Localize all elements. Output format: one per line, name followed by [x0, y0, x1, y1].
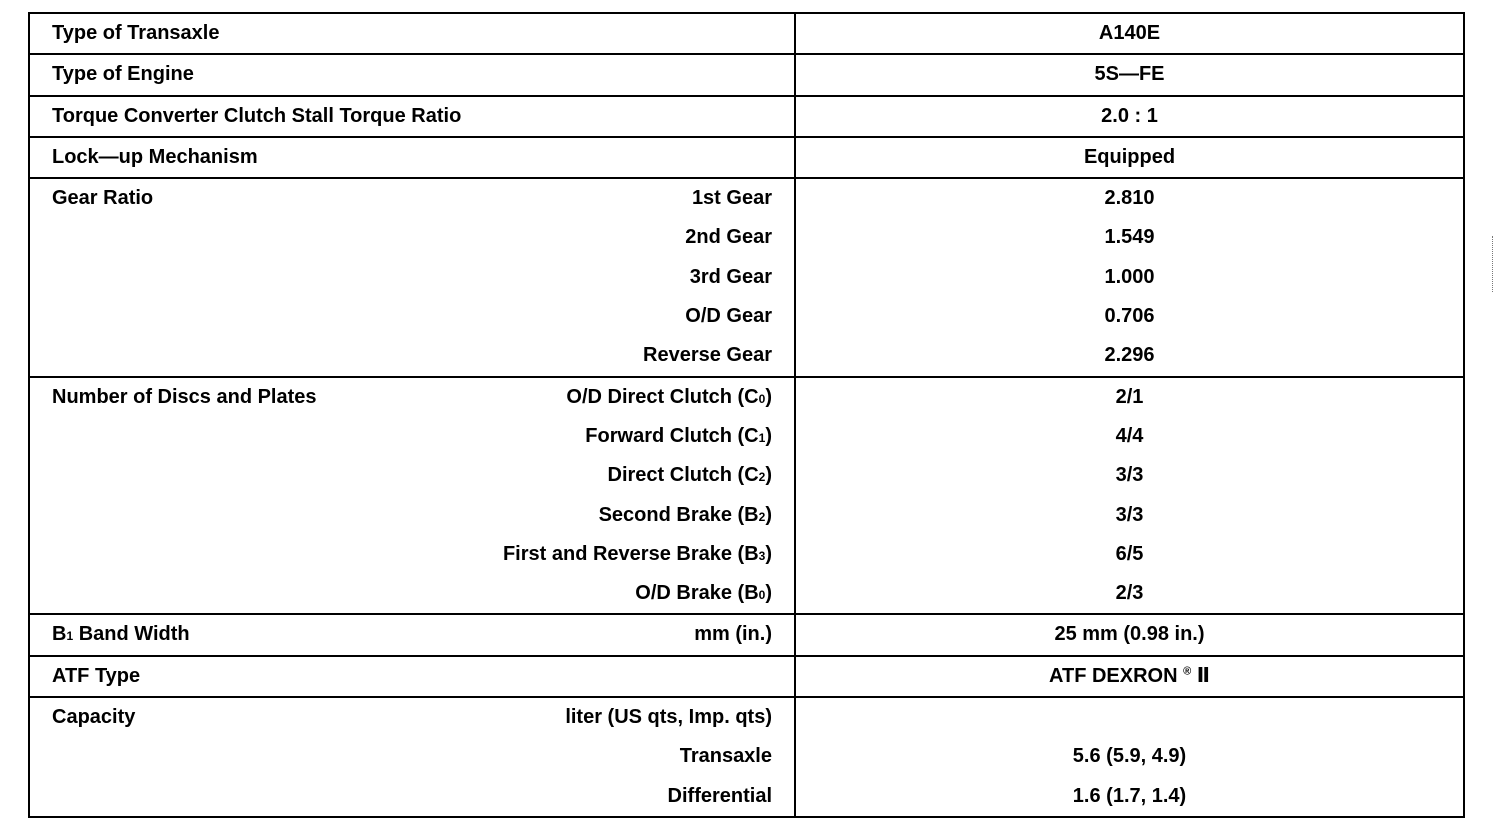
capacity-differential-label: Differential	[667, 784, 772, 807]
capacity-transaxle-value: 5.6 (5.9, 4.9)	[1072, 745, 1187, 768]
od-direct-clutch-label: O/D Direct Clutch (C0)	[566, 385, 772, 408]
engine-value: 5S—FE	[1094, 63, 1165, 86]
od-brake-label: O/D Brake (B0)	[635, 582, 772, 605]
band-width-label: B1 Band Width	[52, 623, 190, 646]
margin-mark	[1492, 236, 1494, 292]
lockup-label: Lock—up Mechanism	[52, 145, 258, 168]
capacity-blank	[796, 698, 1463, 737]
row-capacity	[30, 696, 1463, 816]
gear-3rd-value: 1.000	[1104, 265, 1155, 288]
gear-reverse-value: 2.296	[1104, 344, 1155, 367]
first-reverse-brake-label: First and Reverse Brake (B3)	[502, 542, 772, 565]
first-reverse-brake-value: 6/5	[1115, 542, 1144, 565]
forward-clutch-label: Forward Clutch (C1)	[585, 424, 772, 447]
gear-ratio-label: Gear Ratio	[52, 187, 154, 210]
transaxle-label: Type of Transaxle	[52, 22, 220, 44]
direct-clutch-value: 3/3	[1115, 464, 1144, 487]
second-brake-value: 3/3	[1115, 503, 1144, 526]
od-brake-value: 2/3	[1115, 582, 1144, 605]
registered-mark: ®	[1183, 665, 1192, 678]
spec-table	[28, 12, 1465, 818]
gear-od-value: 0.706	[1104, 305, 1155, 328]
gear-2nd-value: 1.549	[1104, 226, 1155, 249]
stall-ratio-label: Torque Converter Clutch Stall Torque Ratio	[52, 104, 462, 127]
lockup-value: Equipped	[1083, 145, 1176, 168]
gear-2nd-label: 2nd Gear	[685, 226, 772, 249]
od-direct-clutch-value: 2/1	[1115, 385, 1144, 408]
row-gear-ratio	[30, 177, 1463, 375]
transaxle-value: A140E	[1098, 22, 1161, 44]
gear-reverse-label: Reverse Gear	[643, 344, 772, 367]
capacity-unit: liter (US qts, Imp. qts)	[565, 706, 772, 729]
row-engine	[30, 53, 1463, 94]
capacity-transaxle-label: Transaxle	[679, 745, 772, 768]
forward-clutch-value: 4/4	[1115, 424, 1144, 447]
gear-1st-label: 1st Gear	[691, 187, 772, 210]
row-atf-type	[30, 655, 1463, 696]
row-transaxle	[30, 14, 1463, 53]
second-brake-label: Second Brake (B2)	[598, 503, 772, 526]
row-discs-plates	[30, 376, 1463, 614]
band-width-value: 25 mm (0.98 in.)	[1054, 623, 1205, 646]
engine-label: Type of Engine	[52, 63, 194, 86]
band-width-unit: mm (in.)	[694, 623, 772, 646]
row-band-width	[30, 613, 1463, 654]
stall-ratio-value: 2.0 : 1	[1101, 104, 1158, 127]
row-stall-ratio	[30, 95, 1463, 136]
discs-plates-label: Number of Discs and Plates	[52, 385, 317, 408]
capacity-differential-value: 1.6 (1.7, 1.4)	[1072, 784, 1187, 807]
row-lockup	[30, 136, 1463, 177]
capacity-label: Capacity	[52, 706, 136, 729]
atf-type-value: ATF DEXRON ® Ⅱ	[1049, 664, 1210, 687]
gear-od-label: O/D Gear	[685, 305, 772, 328]
direct-clutch-label: Direct Clutch (C2)	[607, 464, 772, 487]
gear-3rd-label: 3rd Gear	[689, 265, 772, 288]
gear-1st-value: 2.810	[1104, 187, 1155, 210]
atf-type-label: ATF Type	[52, 664, 141, 687]
